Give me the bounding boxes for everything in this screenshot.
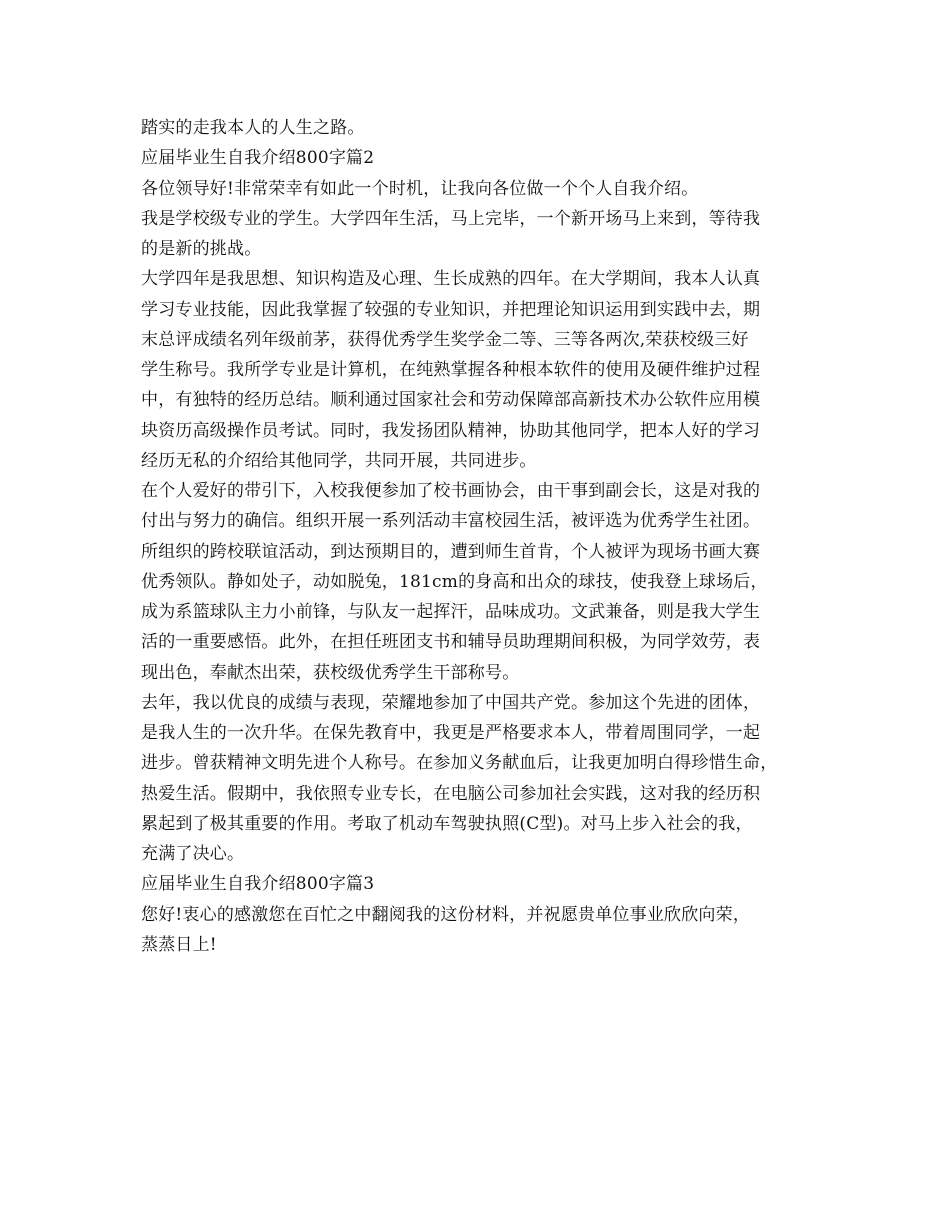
text-line: 块资历高级操作员考试。同时，我发扬团队精神，协助其他同学，把本人好的学习 [141, 420, 761, 441]
text-line: 付出与努力的确信。组织开展一系列活动丰富校园生活，被评选为优秀学生社团。 [141, 511, 761, 532]
text-line: 您好!衷心的感激您在百忙之中翻阅我的这份材料，并祝愿贵单位事业欣欣向荣， [141, 904, 751, 925]
text-line: 充满了决心。 [141, 844, 245, 864]
text-line: 经历无私的介绍给其他同学，共同开展，共同进步。 [141, 450, 537, 471]
text-line: 我是学校级专业的学生。大学四年生活，马上完毕，一个新开场马上来到，等待我 [141, 208, 761, 229]
text-line: 在个人爱好的带引下，入校我便参加了校书画协会，由干事到副会长，这是对我的 [141, 481, 761, 501]
text-line: 中，有独特的经历总结。顺利通过国家社会和劳动保障部高新技术办公软件应用模 [141, 390, 761, 411]
text-line: 累起到了极其重要的作用。考取了机动车驾驶执照(C型)。对马上步入社会的我， [141, 813, 753, 834]
text-line: 末总评成绩名列年级前茅，获得优秀学生奖学金二等、三等各两次,荣获校级三好 [141, 329, 749, 350]
document-body [141, 113, 821, 960]
section-heading: 应届毕业生自我介绍800字篇3 [141, 874, 375, 895]
text-line: 是我人生的一次升华。在保先教育中，我更是严格要求本人，带着周围同学，一起 [141, 723, 761, 743]
text-line: 活的一重要感悟。此外，在担任班团支书和辅导员助理期间积极，为同学效劳，表 [141, 632, 761, 653]
text-line: 去年，我以优良的成绩与表现，荣耀地参加了中国共产党。参加这个先进的团体， [141, 692, 761, 713]
text-line: 现出色，奉献杰出荣，获校级优秀学生干部称号。 [141, 662, 520, 683]
section-heading: 应届毕业生自我介绍800字篇2 [141, 148, 375, 169]
text-line: 学生称号。我所学专业是计算机，在纯熟掌握各种根本软件的使用及硬件维护过程 [141, 360, 761, 380]
text-line: 蒸蒸日上! [141, 934, 217, 955]
text-line: 大学四年是我思想、知识构造及心理、生长成熟的四年。在大学期间，我本人认真 [141, 269, 761, 290]
text-line: 各位领导好!非常荣幸有如此一个时机，让我向各位做一个个人自我介绍。 [141, 178, 699, 199]
text-line: 学习专业技能，因此我掌握了较强的专业知识，并把理论知识运用到实践中去，期 [141, 299, 761, 320]
text-line: 热爱生活。假期中，我依照专业专长，在电脑公司参加社会实践，这对我的经历积 [141, 783, 761, 804]
text-line: 的是新的挑战。 [141, 239, 262, 259]
text-line: 成为系篮球队主力小前锋，与队友一起挥汗，品味成功。文武兼备，则是我大学生 [141, 602, 761, 622]
text-line: 进步。曾获精神文明先进个人称号。在参加义务献血后，让我更加明白得珍惜生命， [141, 753, 778, 774]
text-line: 踏实的走我本人的人生之路。 [141, 118, 365, 138]
text-line: 优秀领队。静如处子，动如脱兔，181cm的身高和出众的球技，使我登上球场后， [141, 571, 768, 592]
text-line: 所组织的跨校联谊活动，到达预期目的，遭到师生首肯，个人被评为现场书画大赛 [141, 541, 761, 562]
